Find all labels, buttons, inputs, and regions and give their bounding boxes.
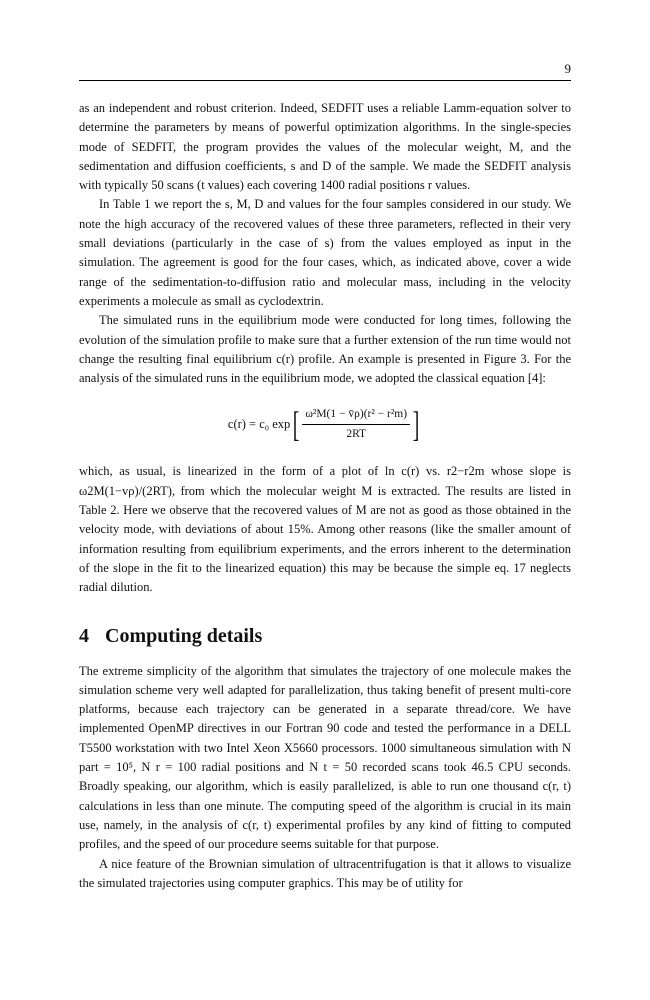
paragraph-visualization: A nice feature of the Brownian simulation of ultracentrifugation is that it allows to visualize the simulated trajectories using computer graphics. This may be of utility for [79, 856, 571, 890]
equation-fraction [302, 406, 410, 443]
equation-equilibrium [79, 394, 571, 454]
paragraph-equilibrium: The simulated runs in the equilibrium mode were conducted for long times, following the evolution of the simulation profile to make sure that a further extension of the run time would not change the resulting final equilibrium c(r) profile. An example is presented in Figure 3. For the analysis of the simulated runs in the equilibrium mode, we adopted the classical equation [4]: [79, 313, 571, 386]
paragraph-linearized: which, as usual, is linearized in the form of a plot of ln c(r) vs. r2−r2m whose slope is ω2M(1−vρ)/(2RT), from which the molecular weight M is extracted. The results are listed in Table 2. Here we observe that the recovered values of M are not as good as those obtained in the velocity mode, with deviations of about 15%. Among other reasons (like the smaller amount of information resulting from equilibrium experiments, and the errors inherent to the determination of the slope in the fit to the linearized equation) this may be because the simple eq. 17 neglects radial dilution. [79, 464, 571, 595]
page-body [79, 99, 571, 893]
header-rule [79, 80, 571, 81]
equation-right-bracket: ] [412, 404, 420, 445]
equation-left-bracket: [ [293, 404, 300, 445]
section-heading [79, 624, 571, 648]
paragraph-table1: In Table 1 we report the s, M, D and values for the four samples considered in our study. We note the high accuracy of the recovered values of these three parameters, reflected in their very small deviations (particularly in the case of s) from the values employed as input in the simulation. The agreement is good for the four cases, which, as indicated above, cover a wide range of the sedimentation-to-diffusion ratio and molecular mass, including in the velocity experiments a molecule as small as cyclodextrin. [79, 197, 571, 308]
section-title: Computing details [105, 624, 263, 647]
equation-denominator: 2RT [346, 427, 367, 440]
equation-numerator: ω²M(1 − v̄ρ)(r² − r²m) [302, 406, 410, 425]
equation-lhs: c(r) = c₀ exp [227, 416, 291, 431]
page-number: 9 [564, 61, 571, 76]
section-number: 4 [79, 624, 89, 647]
paragraph-parallelization: The extreme simplicity of the algorithm that simulates the trajectory of one molecule makes the simulation scheme very well adapted for parallelization, thus taking benefit of present multi-core platforms, because each trajectory can be generated in a separate thread/core. We have implemented OpenMP directives in our Fortran 90 code and tested the performance in a DELL T5500 workstation with two Intel Xeon X5660 processors. 1000 simultaneous simulation with N part = 10⁵, N r = 100 radial positions and N t = 50 recorded scans took 46.5 CPU seconds. Broadly speaking, our algorithm, which is easily parallelized, is able to run one thousand c(r, t) calculations in less than one minute. The computing speed of the algorithm is crucial in its main use, namely, in the analysis of c(r, t) experimental profiles by any kind of fitting to computed profiles, and the speed of our procedure seems suitable for that purpose. [79, 663, 571, 852]
paragraph-sedfit: as an independent and robust criterion. Indeed, SEDFIT uses a reliable Lamm-equation solver to determine the parameters by means of powerful optimization algorithms. In the single-species mode of SEDFIT, the program provides the values of the molecular weight, M, and the sedimentation and diffusion coefficients, s and D of the sample. We made the SEDFIT analysis with typically 50 scans (t values) each covering 1400 radial positions r values. [79, 101, 571, 193]
